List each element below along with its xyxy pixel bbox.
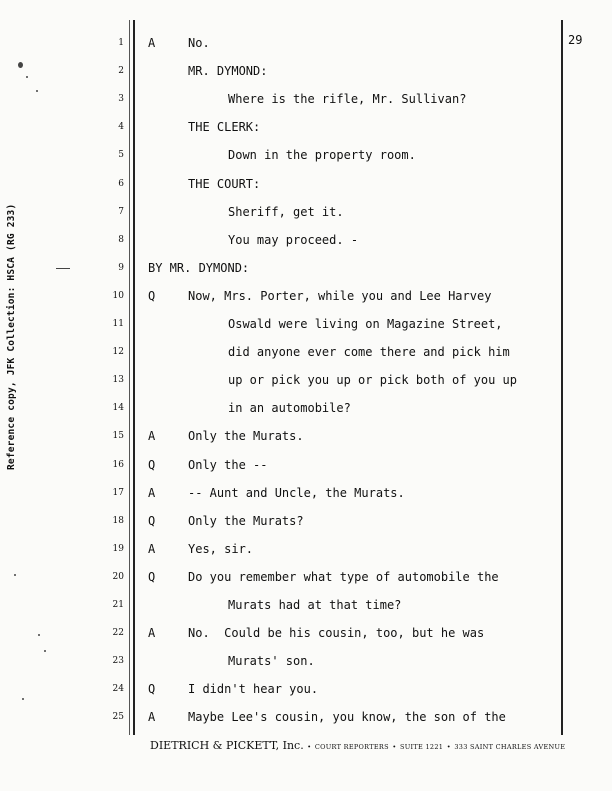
- transcript-line: [0, 682, 560, 696]
- line-text: Only the Murats?: [188, 513, 304, 528]
- line-text: Murats had at that time?: [228, 598, 402, 612]
- scan-speck: [44, 650, 46, 652]
- line-text: Only the --: [188, 457, 268, 472]
- line-text: Only the Murats.: [188, 429, 304, 444]
- transcript-line: [0, 317, 560, 331]
- transcript-line: [0, 654, 560, 668]
- line-text: Sheriff, get it.: [228, 204, 344, 219]
- line-number: 24: [112, 684, 124, 695]
- page-number: 29: [568, 33, 583, 47]
- line-text: -- Aunt and Uncle, the Murats.: [188, 485, 405, 500]
- footer-firm: DIETRICH & PICKETT, Inc.: [150, 739, 304, 752]
- reference-stamp: Reference copy, JFK Collection: HSCA (RG 233): [6, 203, 17, 470]
- line-text: did anyone ever come there and pick him: [228, 345, 510, 360]
- speaker-label: A: [148, 626, 156, 641]
- line-text: BY MR. DYMOND:: [148, 260, 250, 275]
- line-text: THE CLERK:: [188, 120, 261, 135]
- line-text: No. Could be his cousin, too, but he was: [188, 626, 485, 641]
- line-number: 3: [118, 94, 124, 105]
- transcript-line: [0, 401, 560, 415]
- line-text: Maybe Lee's cousin, you know, the son of the: [188, 710, 506, 725]
- speaker-label: Q: [148, 457, 156, 472]
- line-text: Down in the property room.: [228, 148, 416, 163]
- line-number: 20: [112, 571, 124, 582]
- transcript-line: [0, 233, 560, 247]
- speaker-label: A: [148, 429, 156, 444]
- line-number: 15: [112, 431, 124, 442]
- line-number: 13: [112, 375, 124, 386]
- line-number: 4: [118, 122, 124, 133]
- transcript-line: [0, 458, 560, 472]
- line-number: 21: [112, 600, 124, 610]
- line-text: THE COURT:: [188, 176, 261, 191]
- transcript-line: [0, 177, 560, 191]
- line-number: 25: [112, 712, 124, 723]
- line-text: Oswald were living on Magazine Street,: [228, 317, 503, 331]
- line-number: 11: [112, 319, 124, 329]
- transcript-line: [0, 429, 560, 443]
- line-number: 5: [118, 150, 124, 161]
- line-number: 8: [118, 234, 124, 245]
- speaker-label: Q: [148, 288, 156, 303]
- transcript-line: [0, 205, 560, 219]
- line-number: 18: [112, 515, 124, 526]
- transcript-line: [0, 626, 560, 640]
- line-text: Murats' son.: [228, 654, 315, 669]
- line-text: in an automobile?: [228, 401, 351, 416]
- transcript-line: [0, 92, 560, 106]
- line-text: up or pick you up or pick both of you up: [228, 373, 517, 388]
- transcript-line: [0, 598, 560, 612]
- line-number: 9: [118, 262, 124, 273]
- transcript-line: [0, 486, 560, 500]
- line-text: Do you remember what type of automobile the: [188, 569, 499, 584]
- line-number: 6: [118, 178, 124, 189]
- transcript-line: [0, 514, 560, 528]
- transcript-line: [0, 345, 560, 359]
- transcript-line: [0, 542, 560, 556]
- transcript-line: [0, 148, 560, 162]
- line-text: No.: [188, 36, 210, 50]
- line-number: 16: [112, 459, 124, 470]
- margin-rule-right: [561, 20, 563, 735]
- line-text: Yes, sir.: [188, 541, 254, 556]
- speaker-label: A: [148, 485, 156, 500]
- line-number: 10: [112, 290, 124, 301]
- transcript-line: [0, 570, 560, 584]
- line-text: I didn't hear you.: [188, 682, 319, 697]
- line-number: 1: [118, 38, 124, 48]
- transcript-line: [0, 261, 560, 275]
- line-number: 12: [112, 347, 124, 358]
- line-number: 17: [112, 487, 124, 498]
- line-number: 22: [112, 628, 124, 639]
- transcript-line: [0, 373, 560, 387]
- line-text: MR. DYMOND:: [188, 64, 268, 79]
- line-text: You may proceed. -: [228, 232, 359, 247]
- transcript-line: [0, 710, 560, 724]
- line-number: 2: [118, 66, 124, 77]
- footer-role: COURT REPORTERS: [314, 743, 389, 751]
- line-text: Now, Mrs. Porter, while you and Lee Harvey: [188, 288, 492, 303]
- speaker-label: A: [148, 710, 156, 725]
- speaker-label: A: [148, 541, 156, 556]
- transcript-line: [0, 289, 560, 303]
- footer-bullet: •: [307, 743, 312, 751]
- line-number: 14: [112, 403, 124, 414]
- speaker-label: Q: [148, 513, 156, 528]
- speaker-label: Q: [148, 569, 156, 584]
- footer-address: 333 SAINT CHARLES AVENUE: [454, 743, 566, 751]
- speaker-label: A: [148, 36, 156, 50]
- speaker-label: Q: [148, 682, 156, 697]
- transcript-line: [0, 120, 560, 134]
- footer-bullet: •: [392, 743, 397, 751]
- transcript-line: [0, 64, 560, 78]
- footer-bullet: •: [446, 743, 451, 751]
- reporter-footer: [150, 739, 570, 752]
- line-text: Where is the rifle, Mr. Sullivan?: [228, 92, 467, 107]
- footer-suite: SUITE 1221: [400, 743, 444, 751]
- line-number: 7: [118, 206, 124, 217]
- line-number: 19: [112, 543, 124, 554]
- scan-speck: [22, 698, 24, 700]
- line-number: 23: [112, 656, 124, 667]
- transcript-line: [0, 36, 560, 50]
